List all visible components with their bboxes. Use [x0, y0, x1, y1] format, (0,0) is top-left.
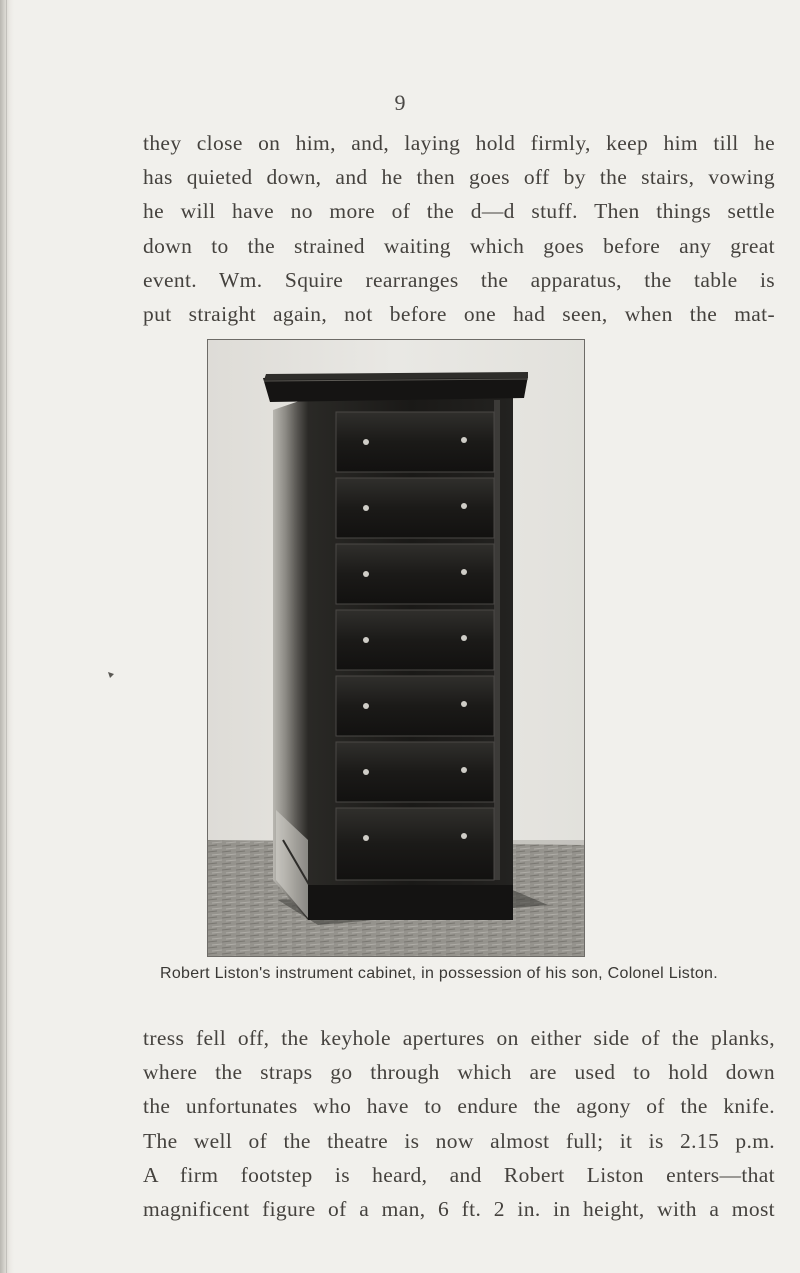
drawer — [336, 676, 494, 736]
ink-speck — [107, 671, 115, 679]
figure-caption: Robert Liston's instrument cabinet, in possession of his son, Colonel Liston. — [160, 965, 718, 982]
binding-shadow — [0, 0, 14, 1273]
drawer — [336, 544, 494, 604]
drawer — [336, 412, 494, 472]
knob — [363, 835, 369, 841]
text-line: A firm footstep is heard, and Robert Liston enters—that — [143, 1162, 775, 1187]
text-line: put straight again, not before one had seen, when the mat- — [143, 302, 775, 327]
drawer — [336, 808, 494, 880]
drawer — [336, 478, 494, 538]
text-line: magnificent figure of a man, 6 ft. 2 in. in height, with a most — [143, 1197, 775, 1222]
text-line: event. Wm. Squire rearranges the apparatus, the table is — [143, 267, 775, 292]
drawer — [336, 742, 494, 802]
knob — [461, 635, 467, 641]
text-line: down to the strained waiting which goes before any great — [143, 233, 775, 258]
cabinet-illustration — [208, 340, 584, 956]
text-line: where the straps go through which are used to hold down — [143, 1060, 775, 1085]
knob — [461, 569, 467, 575]
knob — [363, 571, 369, 577]
knob — [363, 439, 369, 445]
text-line: tress fell off, the keyhole apertures on either side of the planks, — [143, 1026, 775, 1050]
cabinet-plinth — [308, 885, 513, 920]
page-number: 9 — [394, 90, 406, 115]
binding-crease — [6, 0, 7, 1273]
drawer — [336, 610, 494, 670]
text-line: The well of the theatre is now almost full; it is 2.15 p.m. — [143, 1128, 775, 1153]
knob — [461, 767, 467, 773]
text-line: he will have no more of the d—d stuff. Then things settle — [143, 199, 775, 224]
paragraph-top — [143, 126, 775, 331]
text-line: has quieted down, and he then goes off by the stairs, vowing — [143, 165, 775, 190]
text-line: the unfortunates who have to endure the agony of the knife. — [143, 1094, 775, 1119]
knob — [363, 703, 369, 709]
knob — [363, 637, 369, 643]
cabinet-drawers — [336, 412, 494, 880]
knob — [461, 437, 467, 443]
knob — [461, 503, 467, 509]
cabinet-photograph — [207, 339, 585, 957]
knob — [363, 769, 369, 775]
paragraph-bottom — [143, 1021, 775, 1226]
text-line: they close on him, and, laying hold firmly, keep him till he — [143, 131, 775, 155]
knob — [461, 833, 467, 839]
knob — [461, 701, 467, 707]
knob — [363, 505, 369, 511]
